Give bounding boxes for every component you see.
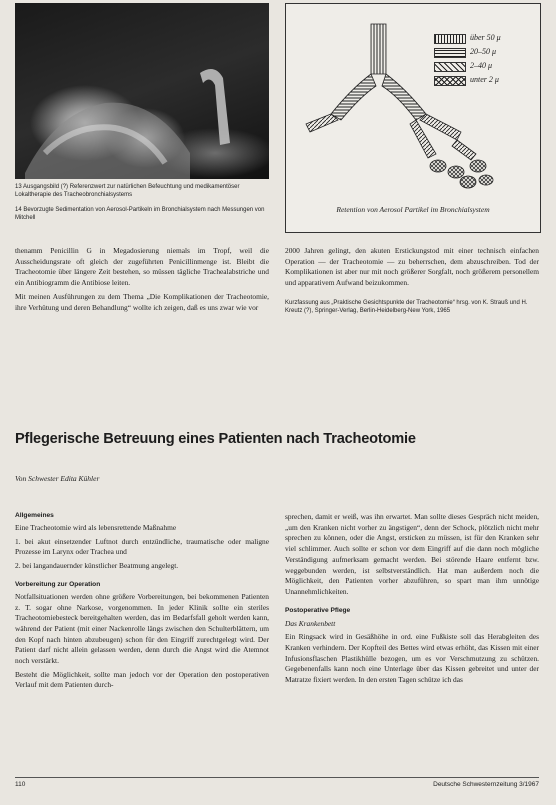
subsection-heading: Das Krankenbett <box>285 618 336 628</box>
legend-item <box>434 48 529 57</box>
figure-14-diagram <box>285 3 541 233</box>
paragraph: 2000 Jahren gelingt, den akuten Erstickungstod mit einer technisch einfachen Operation — der Tracheotomie — zu beherrschen, dem abzuschreiben. Tod der Komplikationen ist aber nur mit noch größerer Sorgfalt, noch größerem personellem und apparativem Aufwand beizukommen. <box>285 246 539 288</box>
footer-rule <box>15 777 539 778</box>
legend-item <box>434 62 529 71</box>
figure-14-caption: 14 Bevorzugte Sedimentation von Aerosol-Partikeln im Bronchialsystem nach Messungen von Mitchell <box>15 207 265 221</box>
paragraph: sprechen, damit er weiß, was ihn erwartet. Man sollte dieses Gespräch nicht meiden, „um den Kranken nicht vorher zu ängstigen“, denn der Schock, plötzlich nicht mehr sprechen zu können, oder die Angst, ersticken zu müssen, ist für den Kranken sehr viel schlimmer. Auch sollte er schon vor dem Eingriff auf die dann noch mögliche Verständigung aufmerksam gemacht werden. Bei störende Haare entfernt bzw. weggebunden werden, ist selbstverständlich. Hat man außerdem noch die Möglichkeit, den Patienten vorher abzuführen, so spart man ihm unnötige Unannehmlichkeiten. <box>285 512 539 596</box>
legend-swatch <box>434 34 466 44</box>
upper-right-column <box>285 246 539 315</box>
figure-13-caption: 13 Ausgangsbild (?) Referenzwert zur natürlichen Befeuchtung und medikamentöser Lokaltherapie des Tracheobronchialsystems <box>15 184 240 198</box>
legend-swatch <box>434 48 466 58</box>
paragraph: Eine Tracheotomie wird als lebensrettende Maßnahme <box>15 523 177 532</box>
paragraph: thenamm Penicillin G in Megadosierung niemals im Tropf, weil die Ausscheidungsrate oft gleich der zugeführten Penicillinmenge ist. Bleibt die Tracheotomie über längere Zeit bestehen, so müssen tägliche Trachealabstriche und ein Antibiogramm die Antibiose leiten. <box>15 246 269 288</box>
paragraph: 2. bei langandauernder künstlicher Beatmung angelegt. <box>15 561 179 571</box>
paragraph: Mit meinen Ausführungen zu dem Thema „Die Komplikationen der Tracheotomie, ihre Verhütung und deren Behandlung“ wollte ich zeigen, daß es uns zwar wie vor <box>15 291 269 312</box>
article-column-2 <box>285 512 539 686</box>
legend-label: 20–50 μ <box>470 47 497 56</box>
article-column-1 <box>15 512 269 691</box>
photo-drawing <box>15 3 269 179</box>
article-title: Pflegerische Betreuung eines Patienten nach Tracheotomie <box>15 431 416 447</box>
paragraph: Besteht die Möglichkeit, sollte man jedoch vor der Operation den postoperativen Verlauf mit dem Patienten durch- <box>15 669 269 690</box>
page-number: 110 <box>15 781 26 788</box>
legend-label: unter 2 μ <box>470 75 499 84</box>
legend-swatch <box>434 76 466 86</box>
reference-note: Kurzfassung aus „Praktische Gesichtspunkte der Tracheotomie“ hrsg. von K. Strauß und H. Kreutz (?), Springer-Verlag, Berlin-Heidelberg-New York, 1965 <box>285 299 528 314</box>
figure-13-photo <box>15 3 269 179</box>
section-heading: Postoperative Pflege <box>285 606 351 614</box>
diagram-caption: Retention von Aerosol Partikel im Bronchialsystem <box>336 205 490 214</box>
paragraph: Notfallsituationen werden ohne größere Vorbereitungen, bei bekommenen Patienten z. T. sogar ohne Narkose, vorgenommen. In jeder Klinik sollte ein steriles Tracheotomiebesteck bereitgehalten werden, das im Bedarfsfall geholt werden kann, während der Patient (mit einer Nackenrolle längs zwischen den Schulterblättern, um den Kopf nach hinten abzubeugen) schon für den Eingriff zurechtgelegt wird. Der Patient darf nicht allein gelassen werden, denn durch die Angst wird die Atemnot noch verstärkt. <box>15 591 269 666</box>
journal-reference: Deutsche Schwesternzeitung 3/1967 <box>433 781 539 788</box>
section-heading: Allgemeines <box>15 512 54 519</box>
upper-left-column <box>15 246 269 313</box>
legend-swatch <box>434 62 466 72</box>
legend-label: über 50 μ <box>470 33 501 42</box>
legend-label: 2–40 μ <box>470 61 493 70</box>
legend-item <box>434 76 529 85</box>
paragraph: 1. bei akut einsetzender Luftnot durch entzündliche, traumatische oder maligne Prozesse im Larynx oder Trachea und <box>15 536 269 557</box>
legend-item <box>434 34 529 43</box>
paragraph: Ein Ringsack wird in Gesäßhöhe in ord. eine Fußkiste soll das Herabgleiten des Kranken verhindern. Der Kopfteil des Bettes wird etwas erhöht, das Kissen mit einer Infusionsflaschen Plastikhülle bezogen, um es vor Verschmutzung zu schützen. Gegebenenfalls kann noch eine Unterlage über das Kissen gebreitet und unter der Matratze fixiert werden. In den ersten Tagen schütze ich das <box>285 632 539 685</box>
section-heading: Vorbereitung zur Operation <box>15 580 101 588</box>
article-byline: Von Schwester Edita Kühler <box>15 474 100 483</box>
